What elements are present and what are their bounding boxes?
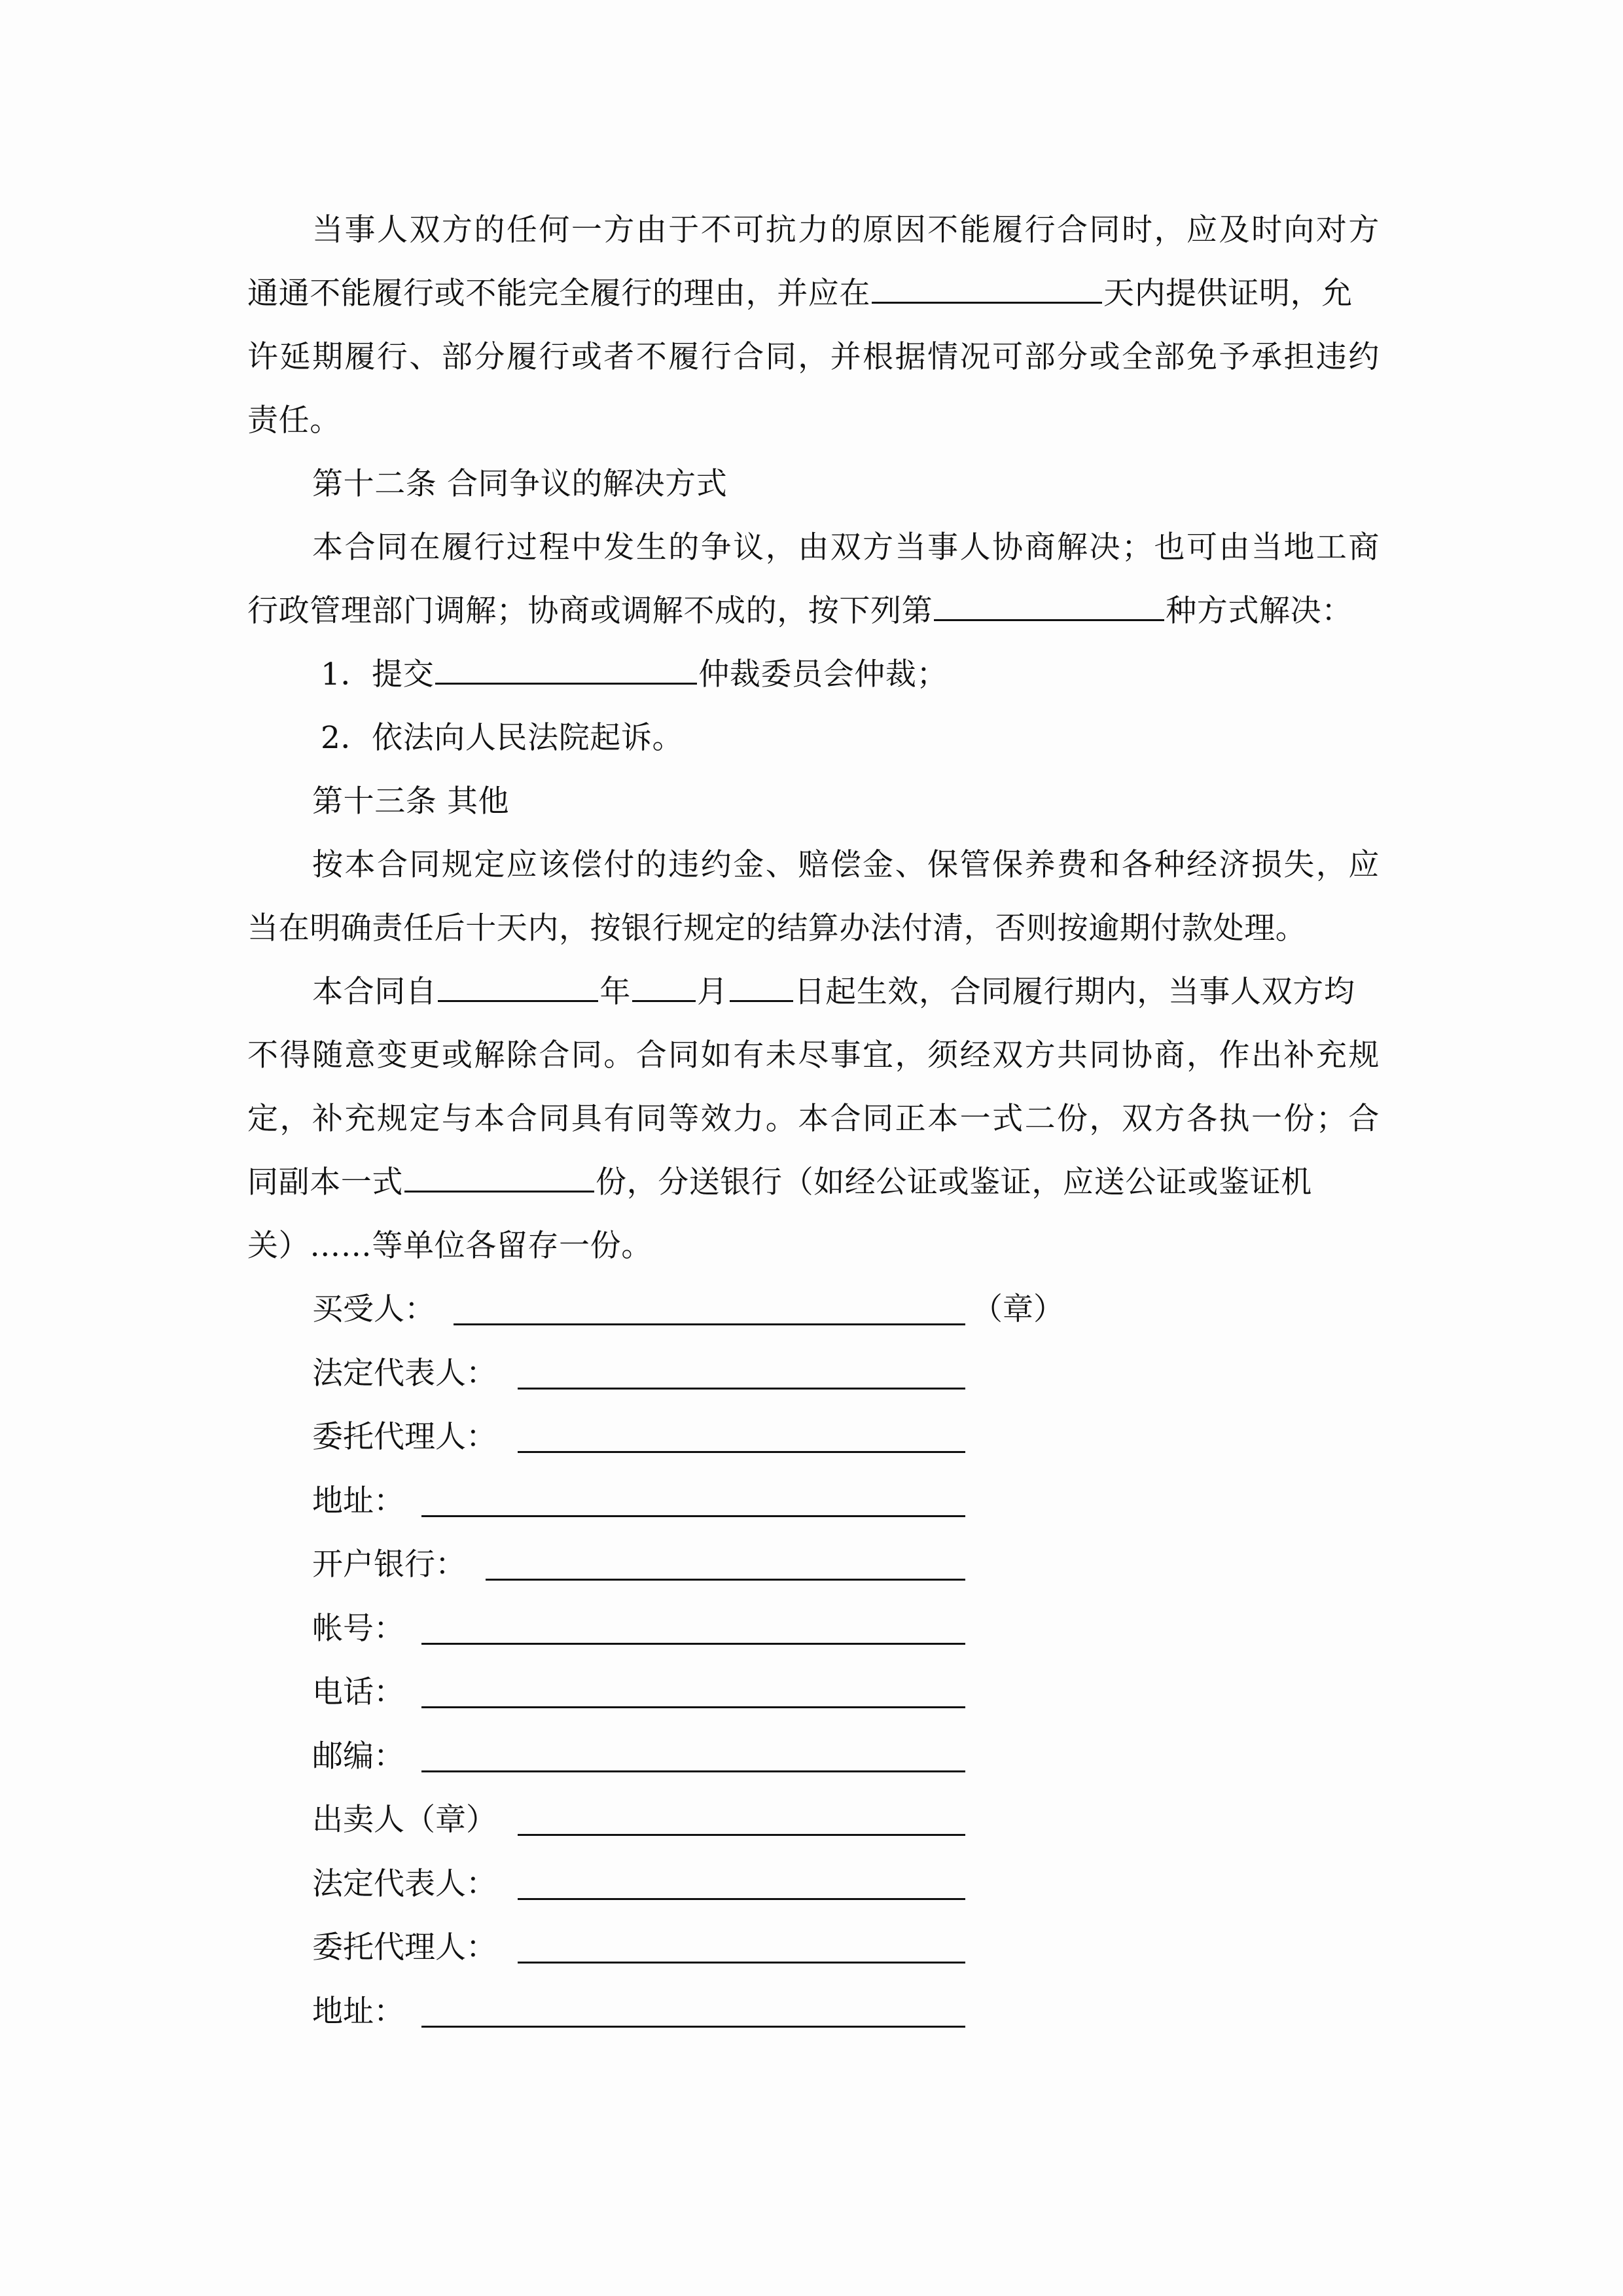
article-13-para-2-line-5: 关）……等单位各留存一份。 bbox=[247, 1228, 652, 1264]
effective-day-blank-field[interactable] bbox=[730, 974, 793, 1002]
signature-input-line[interactable] bbox=[421, 2026, 965, 2028]
days-blank-field[interactable] bbox=[872, 276, 1102, 304]
signature-field-label: 法定代表人： bbox=[312, 1866, 497, 1902]
year-label: 年 bbox=[599, 974, 632, 1010]
month-label: 月 bbox=[697, 974, 728, 1010]
signature-field-label: 委托代理人： bbox=[312, 1929, 497, 1965]
day-text: 日起生效，合同履行期内，当事人双方均 bbox=[794, 974, 1355, 1010]
signature-field-label: 地址： bbox=[312, 1994, 404, 2030]
force-majeure-line-1: 当事人双方的任何一方由于不可抗力的原因不能履行合同时，应及时向对方 bbox=[312, 212, 1380, 248]
article-12-para-line-2-post: 种方式解决： bbox=[1166, 593, 1353, 629]
article-13-para-1-line-1: 按本合同规定应该偿付的违约金、赔偿金、保管保养费和各种经济损失，应 bbox=[312, 847, 1380, 883]
article-12-para-line-2 bbox=[247, 579, 1380, 643]
signature-input-line[interactable] bbox=[518, 1962, 965, 1964]
copies-post: 份，分送银行（如经公证或鉴证，应送公证或鉴证机 bbox=[596, 1164, 1312, 1200]
article-12-para-line-2-pre: 行政管理部门调解；协商或调解不成的，按下列第 bbox=[247, 593, 933, 629]
signature-input-line[interactable] bbox=[421, 1643, 965, 1645]
signature-field-label: 开户银行： bbox=[312, 1547, 466, 1583]
option-1-post: 仲裁委员会仲裁； bbox=[698, 656, 948, 692]
signature-input-line[interactable] bbox=[421, 1770, 965, 1772]
option-1-pre: 1．提交 bbox=[321, 656, 435, 692]
signature-input-line[interactable] bbox=[421, 1515, 965, 1517]
signature-field-label: 出卖人（章） bbox=[312, 1802, 497, 1838]
signature-field-label: 邮编： bbox=[312, 1738, 404, 1774]
signature-field-label: 委托代理人： bbox=[312, 1419, 497, 1455]
option-1 bbox=[321, 643, 1388, 706]
signature-input-line[interactable] bbox=[454, 1323, 965, 1325]
signature-field-label: 法定代表人： bbox=[312, 1355, 497, 1391]
force-majeure-line-4: 责任。 bbox=[247, 403, 341, 439]
signature-input-line[interactable] bbox=[518, 1451, 965, 1453]
copies-count-blank-field[interactable] bbox=[404, 1164, 594, 1193]
signature-input-line[interactable] bbox=[518, 1898, 965, 1900]
force-majeure-line-2 bbox=[247, 262, 1380, 325]
signature-field-label: 地址： bbox=[312, 1483, 404, 1519]
article-13-heading: 第十三条 其他 bbox=[312, 783, 510, 819]
signature-input-line[interactable] bbox=[486, 1579, 965, 1581]
force-majeure-line-2-pre: 通通不能履行或不能完全履行的理由，并应在 bbox=[247, 276, 870, 312]
signature-field-label: 电话： bbox=[312, 1674, 404, 1710]
signature-field-label: 买受人： bbox=[312, 1291, 435, 1327]
force-majeure-line-3: 许延期履行、部分履行或者不履行合同，并根据情况可部分或全部免予承担违约 bbox=[247, 339, 1380, 375]
article-12-heading: 第十二条 合同争议的解决方式 bbox=[312, 466, 728, 502]
signature-input-line[interactable] bbox=[421, 1706, 965, 1708]
buyer-seal-label: （章） bbox=[972, 1291, 1064, 1327]
article-13-para-2-line-4 bbox=[247, 1151, 1380, 1214]
arbitration-committee-blank-field[interactable] bbox=[435, 656, 697, 685]
signature-field-label: 帐号： bbox=[312, 1611, 404, 1647]
article-13-para-2-line-1 bbox=[312, 960, 1380, 1024]
copies-pre: 同副本一式 bbox=[247, 1164, 403, 1200]
effective-year-blank-field[interactable] bbox=[438, 974, 598, 1002]
signature-input-line[interactable] bbox=[518, 1388, 965, 1390]
signature-input-line[interactable] bbox=[518, 1834, 965, 1836]
force-majeure-line-2-post: 天内提供证明，允 bbox=[1103, 276, 1353, 312]
option-2: 2．依法向人民法院起诉。 bbox=[321, 720, 684, 756]
effective-month-blank-field[interactable] bbox=[632, 974, 696, 1002]
article-13-para-2-line-3: 定，补充规定与本合同具有同等效力。本合同正本一式二份，双方各执一份；合 bbox=[247, 1101, 1380, 1137]
article-12-para-line-1: 本合同在履行过程中发生的争议，由双方当事人协商解决；也可由当地工商 bbox=[312, 529, 1380, 565]
article-13-para-1-line-2: 当在明确责任后十天内，按银行规定的结算办法付清，否则按逾期付款处理。 bbox=[247, 910, 1307, 946]
article-13-para-2-line-2: 不得随意变更或解除合同。合同如有未尽事宜，须经双方共同协商，作出补充规 bbox=[247, 1037, 1380, 1073]
effective-from-label: 本合同自 bbox=[312, 974, 437, 1010]
dispute-method-blank-field[interactable] bbox=[934, 593, 1164, 621]
